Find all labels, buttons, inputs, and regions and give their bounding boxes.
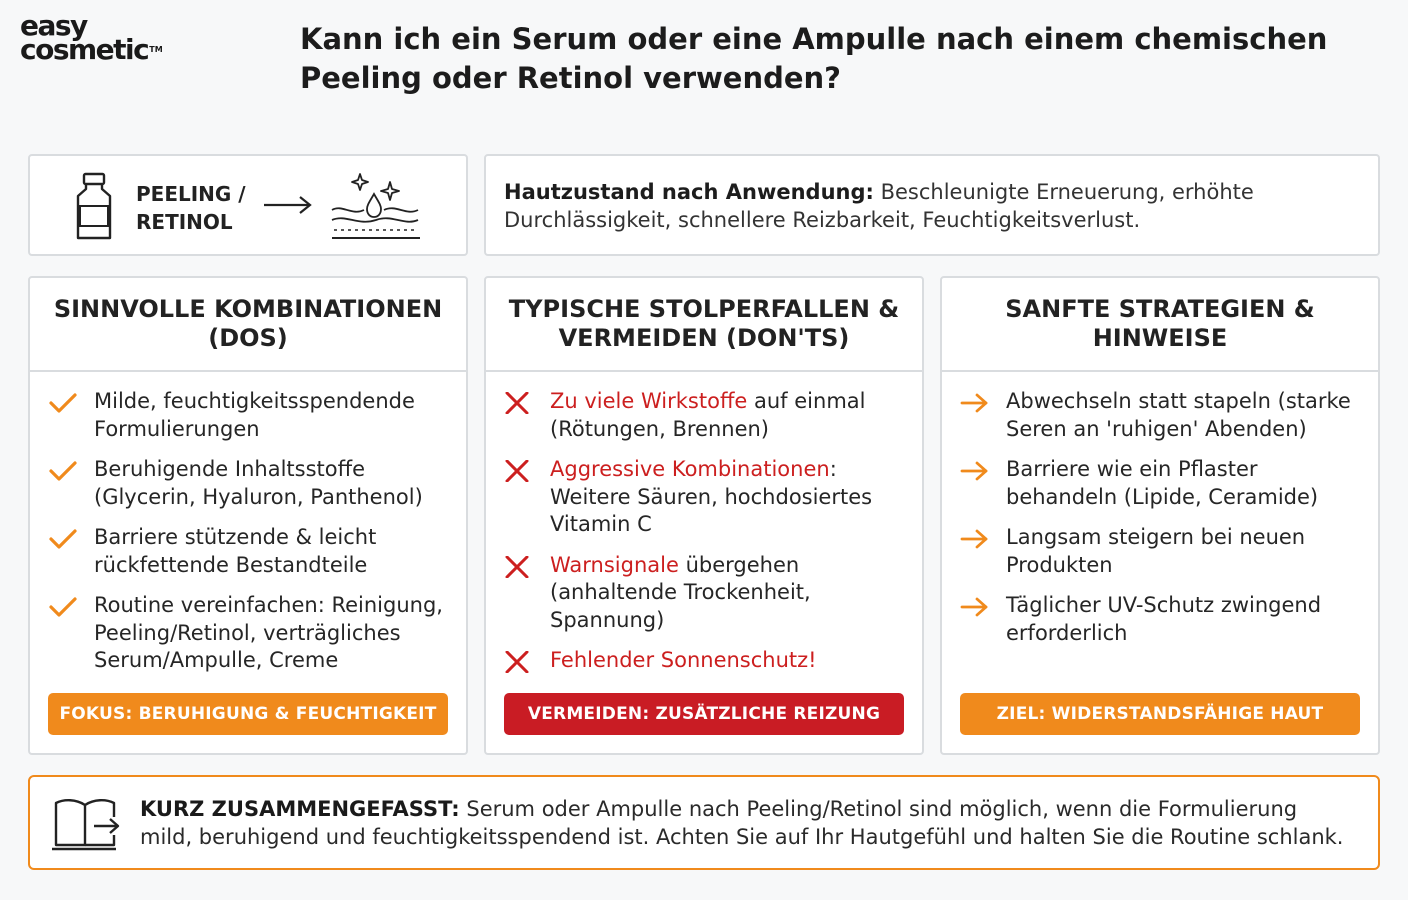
- arrow-right-icon: [960, 524, 1006, 550]
- dos-banner: FOKUS: BERUHIGUNG & FEUCHTIGKEIT: [48, 693, 448, 735]
- cross-icon: [504, 388, 550, 414]
- treatment-label-line1: PEELING /: [136, 182, 246, 206]
- checkmark-icon: [48, 592, 94, 618]
- cross-icon: [504, 647, 550, 673]
- arrow-right-icon: [960, 388, 1006, 414]
- donts-heading-line1: TYPISCHE STOLPERFALLEN &: [508, 295, 900, 323]
- checkmark-icon: [48, 388, 94, 414]
- tips-list: [942, 372, 1378, 647]
- cross-icon: [504, 456, 550, 482]
- treatment-label: [136, 180, 246, 236]
- list-item-text: Täglicher UV-Schutz zwingend erforderlich: [1006, 593, 1322, 645]
- arrow-right-icon: [960, 592, 1006, 618]
- arrow-right-icon: [960, 456, 1006, 482]
- list-item-text: [550, 552, 912, 635]
- list-item: [504, 388, 912, 443]
- treatment-label-line2: RETINOL: [136, 210, 233, 234]
- list-item: [48, 524, 456, 579]
- list-item: [48, 456, 456, 511]
- warning-highlight: Warnsignale: [550, 552, 679, 577]
- tips-panel: [940, 276, 1380, 755]
- list-item-text: Milde, feuchtigkeitsspendende Formulierungen: [94, 389, 415, 441]
- donts-heading-line2: VERMEIDEN (DON'TS): [558, 324, 850, 352]
- list-item: [48, 388, 456, 443]
- dos-heading-line1: SINNVOLLE KOMBINATIONEN: [53, 295, 443, 323]
- warning-detail: übergehen (anhaltende Trockenheit, Spannung): [550, 552, 811, 632]
- list-item-text: Barriere stützende & leicht rückfettende Bestandteile: [94, 525, 377, 577]
- summary-text: [140, 795, 1348, 851]
- warning-highlight: Fehlender Sonnenschutz!: [550, 648, 817, 672]
- skin-state-text: [504, 178, 1358, 234]
- warning-highlight: Aggressive Kombinationen: [550, 457, 830, 481]
- tips-heading-line1: SANFTE STRATEGIEN &: [1005, 295, 1315, 323]
- checkmark-icon: [48, 456, 94, 482]
- list-item: [48, 592, 456, 675]
- page-title: Kann ich ein Serum oder eine Ampulle nach einem chemischen Peeling oder Retinol verwenden?: [300, 22, 1328, 95]
- tips-heading: [942, 278, 1378, 372]
- skin-state-description: Beschleunigte Erneuerung, erhöhte Durchlässigkeit, schnellere Reizbarkeit, Feuchtigkeitsverlust.: [504, 180, 1254, 232]
- list-item: [504, 647, 912, 675]
- brand-line2: cosmetic: [20, 33, 149, 66]
- dos-heading: [30, 278, 466, 372]
- summary-box: [28, 775, 1380, 870]
- skin-layers-icon: [330, 170, 422, 242]
- arrow-right-icon: [262, 194, 314, 216]
- checkmark-icon: [48, 524, 94, 550]
- list-item: [960, 456, 1368, 511]
- list-item-text: [550, 388, 912, 443]
- list-item: [960, 592, 1368, 647]
- skin-state-box: [484, 154, 1380, 256]
- warning-highlight: Zu viele Wirkstoffe: [550, 389, 748, 413]
- dos-heading-line2: (DOS): [208, 324, 288, 352]
- list-item-text: [550, 456, 912, 539]
- book-arrow-icon: [52, 795, 122, 851]
- list-item: [504, 552, 912, 635]
- donts-banner: VERMEIDEN: ZUSÄTZLICHE REIZUNG: [504, 693, 904, 735]
- dos-list: [30, 372, 466, 675]
- donts-list: [486, 372, 922, 675]
- list-item-text: [550, 647, 912, 675]
- list-item-text: Barriere wie ein Pflaster behandeln (Lipide, Ceramide): [1006, 457, 1319, 509]
- tips-heading-line2: HINWEISE: [1092, 324, 1228, 352]
- donts-heading: [486, 278, 922, 372]
- bottle-icon: [74, 172, 114, 242]
- brand-line1: easy: [20, 9, 87, 42]
- summary-label: KURZ ZUSAMMENGEFASST:: [140, 797, 460, 821]
- donts-panel: [484, 276, 924, 755]
- brand-logo: [20, 9, 163, 66]
- list-item-text: Beruhigende Inhaltsstoffe (Glycerin, Hyaluron, Panthenol): [94, 457, 423, 509]
- list-item-text: Abwechseln statt stapeln (starke Seren an 'ruhigen' Abenden): [1006, 389, 1351, 441]
- list-item: [960, 388, 1368, 443]
- summary-body: Serum oder Ampulle nach Peeling/Retinol sind möglich, wenn die Formulierung mild, beruhigend und feuchtigkeitsspendend ist. Achten Sie auf Ihr Hautgefühl und halten Sie die Routine schlank.: [140, 797, 1344, 849]
- tips-banner: ZIEL: WIDERSTANDSFÄHIGE HAUT: [960, 693, 1360, 735]
- warning-detail: auf einmal (Rötungen, Brennen): [550, 389, 866, 441]
- cross-icon: [504, 552, 550, 578]
- warning-detail: : Weitere Säuren, hochdosiertes Vitamin C: [550, 457, 873, 536]
- skin-state-label: Hautzustand nach Anwendung:: [504, 180, 874, 204]
- brand-tm: TM: [149, 45, 163, 54]
- list-item: [960, 524, 1368, 579]
- list-item-text: Routine vereinfachen: Reinigung, Peeling/Retinol, verträgliches Serum/Ampulle, Creme: [94, 593, 443, 672]
- list-item: [504, 456, 912, 539]
- list-item-text: Langsam steigern bei neuen Produkten: [1006, 525, 1306, 577]
- dos-panel: [28, 276, 468, 755]
- treatment-box: [28, 154, 468, 256]
